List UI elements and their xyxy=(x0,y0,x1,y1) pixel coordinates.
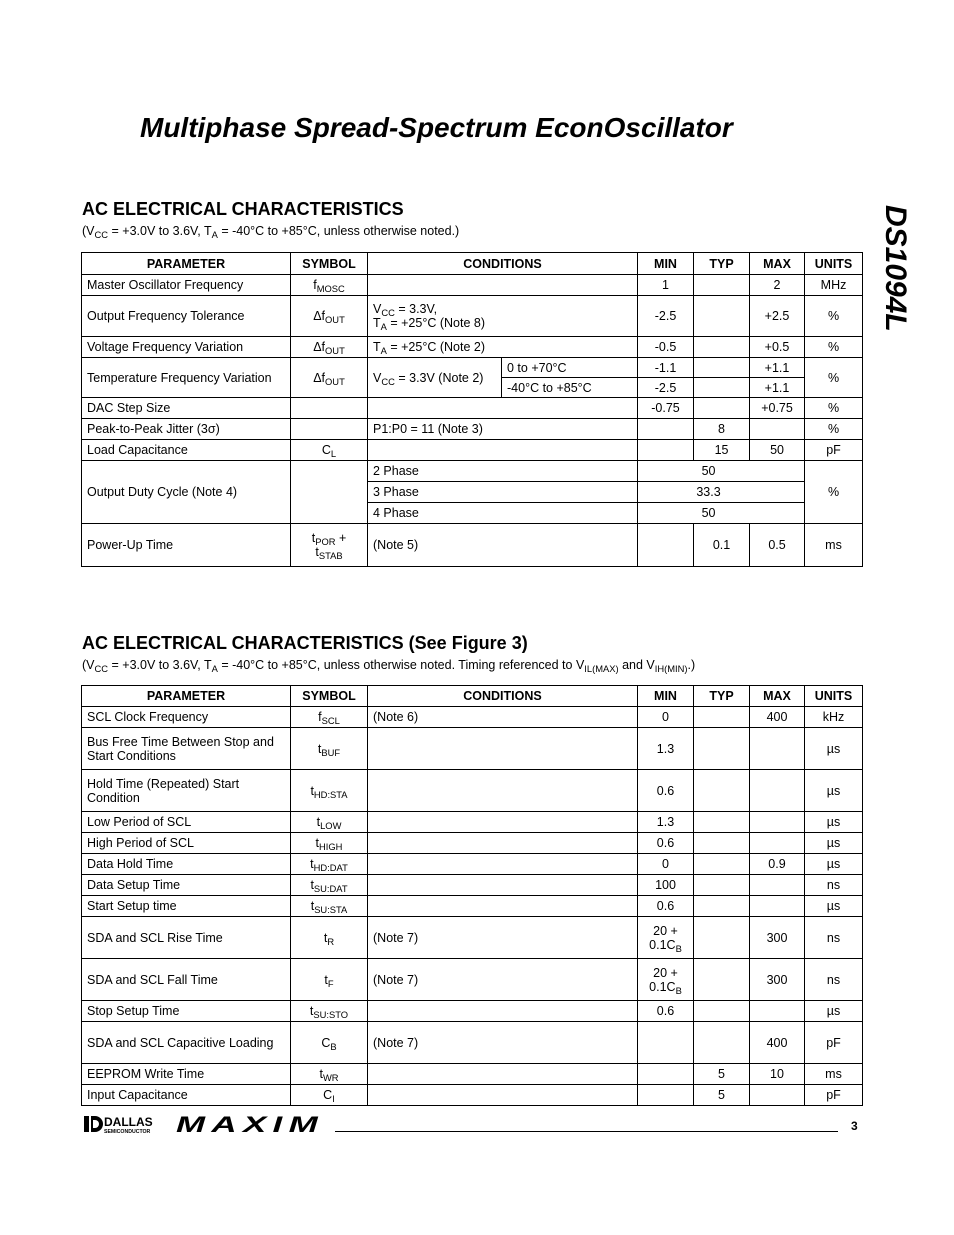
symbol-cell: $C_L$ xyxy=(291,440,368,461)
conditions-cell: (Note 7) xyxy=(368,959,638,1001)
units-cell: pF xyxy=(805,1085,863,1106)
symbol-cell: $t_{POR}$ + $t_{STAB}$ xyxy=(291,524,368,567)
temp-range-cell: -40°C to +85°C xyxy=(502,378,638,398)
symbol-cell: $\Delta f_{OUT}$ xyxy=(291,337,368,358)
units-cell: µs xyxy=(805,896,863,917)
table-row xyxy=(82,524,863,567)
phase-cell: 4 Phase xyxy=(368,503,638,524)
max-cell: 400 xyxy=(750,707,805,728)
symbol-cell: $t_{HIGH}$ xyxy=(291,833,368,854)
page-number: 3 xyxy=(851,1119,858,1133)
table-row xyxy=(82,337,863,358)
max-cell: 50 xyxy=(750,440,805,461)
col-max: MAX xyxy=(750,686,805,707)
symbol-cell: $\Delta f_{OUT}$ xyxy=(291,296,368,337)
units-cell: % xyxy=(805,296,863,337)
min-cell: 0 xyxy=(638,707,694,728)
param-cell: Low Period of SCL xyxy=(82,812,291,833)
units-cell: MHz xyxy=(805,275,863,296)
symbol-cell: $t_{LOW}$ xyxy=(291,812,368,833)
min-cell: -0.75 xyxy=(638,398,694,419)
typ-cell: 8 xyxy=(694,419,750,440)
max-cell: 0.5 xyxy=(750,524,805,567)
max-cell: 0.9 xyxy=(750,854,805,875)
section-title: AC ELECTRICAL CHARACTERISTICS xyxy=(82,199,404,219)
symbol-cell: $t_{WR}$ xyxy=(291,1064,368,1085)
table-row xyxy=(82,358,863,378)
table-row xyxy=(82,896,863,917)
col-typ: TYP xyxy=(694,686,750,707)
conditions-cell: (Note 5) xyxy=(368,524,638,567)
param-cell: Temperature Frequency Variation xyxy=(82,358,291,398)
param-cell: Output Duty Cycle (Note 4) xyxy=(82,461,291,524)
units-cell: pF xyxy=(805,1022,863,1064)
table-header-row xyxy=(82,253,863,275)
col-min: MIN xyxy=(638,686,694,707)
phase-cell: 3 Phase xyxy=(368,482,638,503)
param-cell: Input Capacitance xyxy=(82,1085,291,1106)
table-row xyxy=(82,461,863,482)
units-cell: µs xyxy=(805,854,863,875)
col-parameter: PARAMETER xyxy=(82,686,291,707)
min-cell: 100 xyxy=(638,875,694,896)
table-row xyxy=(82,728,863,770)
param-cell: EEPROM Write Time xyxy=(82,1064,291,1085)
col-conditions: CONDITIONS xyxy=(368,253,638,275)
conditions-cell: (Note 7) xyxy=(368,917,638,959)
max-cell: 300 xyxy=(750,959,805,1001)
col-symbol: SYMBOL xyxy=(291,686,368,707)
table-row xyxy=(82,275,863,296)
units-cell: µs xyxy=(805,1001,863,1022)
max-cell: 10 xyxy=(750,1064,805,1085)
table-row xyxy=(82,707,863,728)
param-cell: Load Capacitance xyxy=(82,440,291,461)
col-symbol: SYMBOL xyxy=(291,253,368,275)
min-cell: -0.5 xyxy=(638,337,694,358)
param-cell: Start Setup time xyxy=(82,896,291,917)
max-cell: +2.5 xyxy=(750,296,805,337)
param-cell: SDA and SCL Capacitive Loading xyxy=(82,1022,291,1064)
col-typ: TYP xyxy=(694,253,750,275)
units-cell: ns xyxy=(805,917,863,959)
symbol-cell: $C_I$ xyxy=(291,1085,368,1106)
min-cell: 1.3 xyxy=(638,728,694,770)
table-row xyxy=(82,770,863,812)
symbol-cell: $t_{HD:STA}$ xyxy=(291,770,368,812)
min-cell: 0.6 xyxy=(638,833,694,854)
param-cell: Output Frequency Tolerance xyxy=(82,296,291,337)
table-row xyxy=(82,1001,863,1022)
units-cell: % xyxy=(805,461,863,524)
conditions-cell: (Note 7) xyxy=(368,1022,638,1064)
section-subtitle: ($V_{CC} = +3.0V$ to 3.6V, $T_A = -40^\circ C$ to +85°C, unless otherwise noted. Timing referenced to $V_{IL(MAX)}$ and $V_{IH(MIN)}$.) xyxy=(82,658,696,674)
svg-text:MAXIM: MAXIM xyxy=(176,1115,324,1135)
param-cell: Hold Time (Repeated) Start Condition xyxy=(82,770,291,812)
col-min: MIN xyxy=(638,253,694,275)
units-cell: µs xyxy=(805,833,863,854)
symbol-cell: $t_{SU:DAT}$ xyxy=(291,875,368,896)
typ-cell: 0.1 xyxy=(694,524,750,567)
duty-value-cell: 50 xyxy=(638,503,805,524)
conditions-cell: P1:P0 = 11 (Note 3) xyxy=(368,419,638,440)
typ-cell: 5 xyxy=(694,1085,750,1106)
units-cell: % xyxy=(805,419,863,440)
max-cell: +1.1 xyxy=(750,358,805,378)
symbol-cell: $f_{MOSC}$ xyxy=(291,275,368,296)
units-cell: % xyxy=(805,358,863,398)
units-cell: % xyxy=(805,398,863,419)
units-cell: ns xyxy=(805,875,863,896)
table-row xyxy=(82,1064,863,1085)
units-cell: µs xyxy=(805,812,863,833)
section-subtitle: ($V_{CC} = +3.0V$ to 3.6V, $T_A = -40^\circ C$ to +85°C, unless otherwise noted.) xyxy=(82,224,460,240)
duty-value-cell: 50 xyxy=(638,461,805,482)
param-cell: Power-Up Time xyxy=(82,524,291,567)
units-cell: pF xyxy=(805,440,863,461)
symbol-cell: $t_F$ xyxy=(291,959,368,1001)
param-cell: Stop Setup Time xyxy=(82,1001,291,1022)
param-cell: High Period of SCL xyxy=(82,833,291,854)
param-cell: Data Setup Time xyxy=(82,875,291,896)
min-cell: 20 + $0.1C_B$ xyxy=(638,959,694,1001)
table-row xyxy=(82,419,863,440)
min-cell: -2.5 xyxy=(638,296,694,337)
table-row xyxy=(82,875,863,896)
min-cell: -2.5 xyxy=(638,378,694,398)
table-row xyxy=(82,440,863,461)
col-conditions: CONDITIONS xyxy=(368,686,638,707)
symbol-cell: $\Delta f_{OUT}$ xyxy=(291,358,368,398)
max-cell: +0.5 xyxy=(750,337,805,358)
param-cell: Bus Free Time Between Stop and Start Conditions xyxy=(82,728,291,770)
symbol-cell: $C_B$ xyxy=(291,1022,368,1064)
max-cell: 2 xyxy=(750,275,805,296)
min-cell: 0.6 xyxy=(638,896,694,917)
symbol-cell: $t_{SU:STO}$ xyxy=(291,1001,368,1022)
col-max: MAX xyxy=(750,253,805,275)
min-cell: 1 xyxy=(638,275,694,296)
table-row xyxy=(82,833,863,854)
param-cell: Voltage Frequency Variation xyxy=(82,337,291,358)
phase-cell: 2 Phase xyxy=(368,461,638,482)
conditions-cell: $V_{CC} = 3.3V$ (Note 2) xyxy=(368,358,502,398)
page-title: Multiphase Spread-Spectrum EconOscillator xyxy=(140,112,733,143)
param-cell: Data Hold Time xyxy=(82,854,291,875)
col-units: UNITS xyxy=(805,686,863,707)
min-cell: 0.6 xyxy=(638,770,694,812)
dallas-semiconductor-logo xyxy=(84,1114,174,1138)
col-units: UNITS xyxy=(805,253,863,275)
part-number-vertical: DS1094L xyxy=(879,205,912,332)
table-row xyxy=(82,854,863,875)
duty-value-cell: 33.3 xyxy=(638,482,805,503)
units-cell: kHz xyxy=(805,707,863,728)
max-cell: 400 xyxy=(750,1022,805,1064)
min-cell: 1.3 xyxy=(638,812,694,833)
units-cell: ms xyxy=(805,524,863,567)
typ-cell: 5 xyxy=(694,1064,750,1085)
symbol-cell: $f_{SCL}$ xyxy=(291,707,368,728)
ac-timing-table xyxy=(81,685,863,1106)
table-row xyxy=(82,398,863,419)
svg-text:SEMICONDUCTOR: SEMICONDUCTOR xyxy=(104,1129,151,1135)
max-cell: +1.1 xyxy=(750,378,805,398)
units-cell: ms xyxy=(805,1064,863,1085)
units-cell: ns xyxy=(805,959,863,1001)
conditions-cell: $T_A = +25^\circ C$ (Note 2) xyxy=(368,337,638,358)
conditions-cell: $V_{CC} = 3.3V$, $T_A = +25^\circ C$ (Note 8) xyxy=(368,296,638,337)
svg-text:DALLAS: DALLAS xyxy=(104,1115,153,1129)
param-cell: SCL Clock Frequency xyxy=(82,707,291,728)
typ-cell: 15 xyxy=(694,440,750,461)
table-row xyxy=(82,1022,863,1064)
symbol-cell: $t_R$ xyxy=(291,917,368,959)
symbol-cell: $t_{HD:DAT}$ xyxy=(291,854,368,875)
min-cell: -1.1 xyxy=(638,358,694,378)
table-header-row xyxy=(82,686,863,707)
param-cell: DAC Step Size xyxy=(82,398,291,419)
param-cell: SDA and SCL Fall Time xyxy=(82,959,291,1001)
units-cell: µs xyxy=(805,728,863,770)
min-cell: 0 xyxy=(638,854,694,875)
max-cell: 300 xyxy=(750,917,805,959)
table-row xyxy=(82,812,863,833)
maxim-logo xyxy=(176,1115,326,1135)
temp-range-cell: 0 to +70°C xyxy=(502,358,638,378)
ac-characteristics-table xyxy=(81,252,863,567)
symbol-cell: $t_{BUF}$ xyxy=(291,728,368,770)
table-row xyxy=(82,1085,863,1106)
footer-rule xyxy=(335,1131,838,1132)
param-cell: Peak-to-Peak Jitter (3σ) xyxy=(82,419,291,440)
section-title: AC ELECTRICAL CHARACTERISTICS (See Figure 3) xyxy=(82,633,528,653)
min-cell: 0.6 xyxy=(638,1001,694,1022)
param-cell: SDA and SCL Rise Time xyxy=(82,917,291,959)
symbol-cell: $t_{SU:STA}$ xyxy=(291,896,368,917)
units-cell: % xyxy=(805,337,863,358)
col-parameter: PARAMETER xyxy=(82,253,291,275)
conditions-cell: (Note 6) xyxy=(368,707,638,728)
max-cell: +0.75 xyxy=(750,398,805,419)
units-cell: µs xyxy=(805,770,863,812)
min-cell: 20 + $0.1C_B$ xyxy=(638,917,694,959)
table-row xyxy=(82,917,863,959)
table-row xyxy=(82,959,863,1001)
param-cell: Master Oscillator Frequency xyxy=(82,275,291,296)
table-row xyxy=(82,296,863,337)
